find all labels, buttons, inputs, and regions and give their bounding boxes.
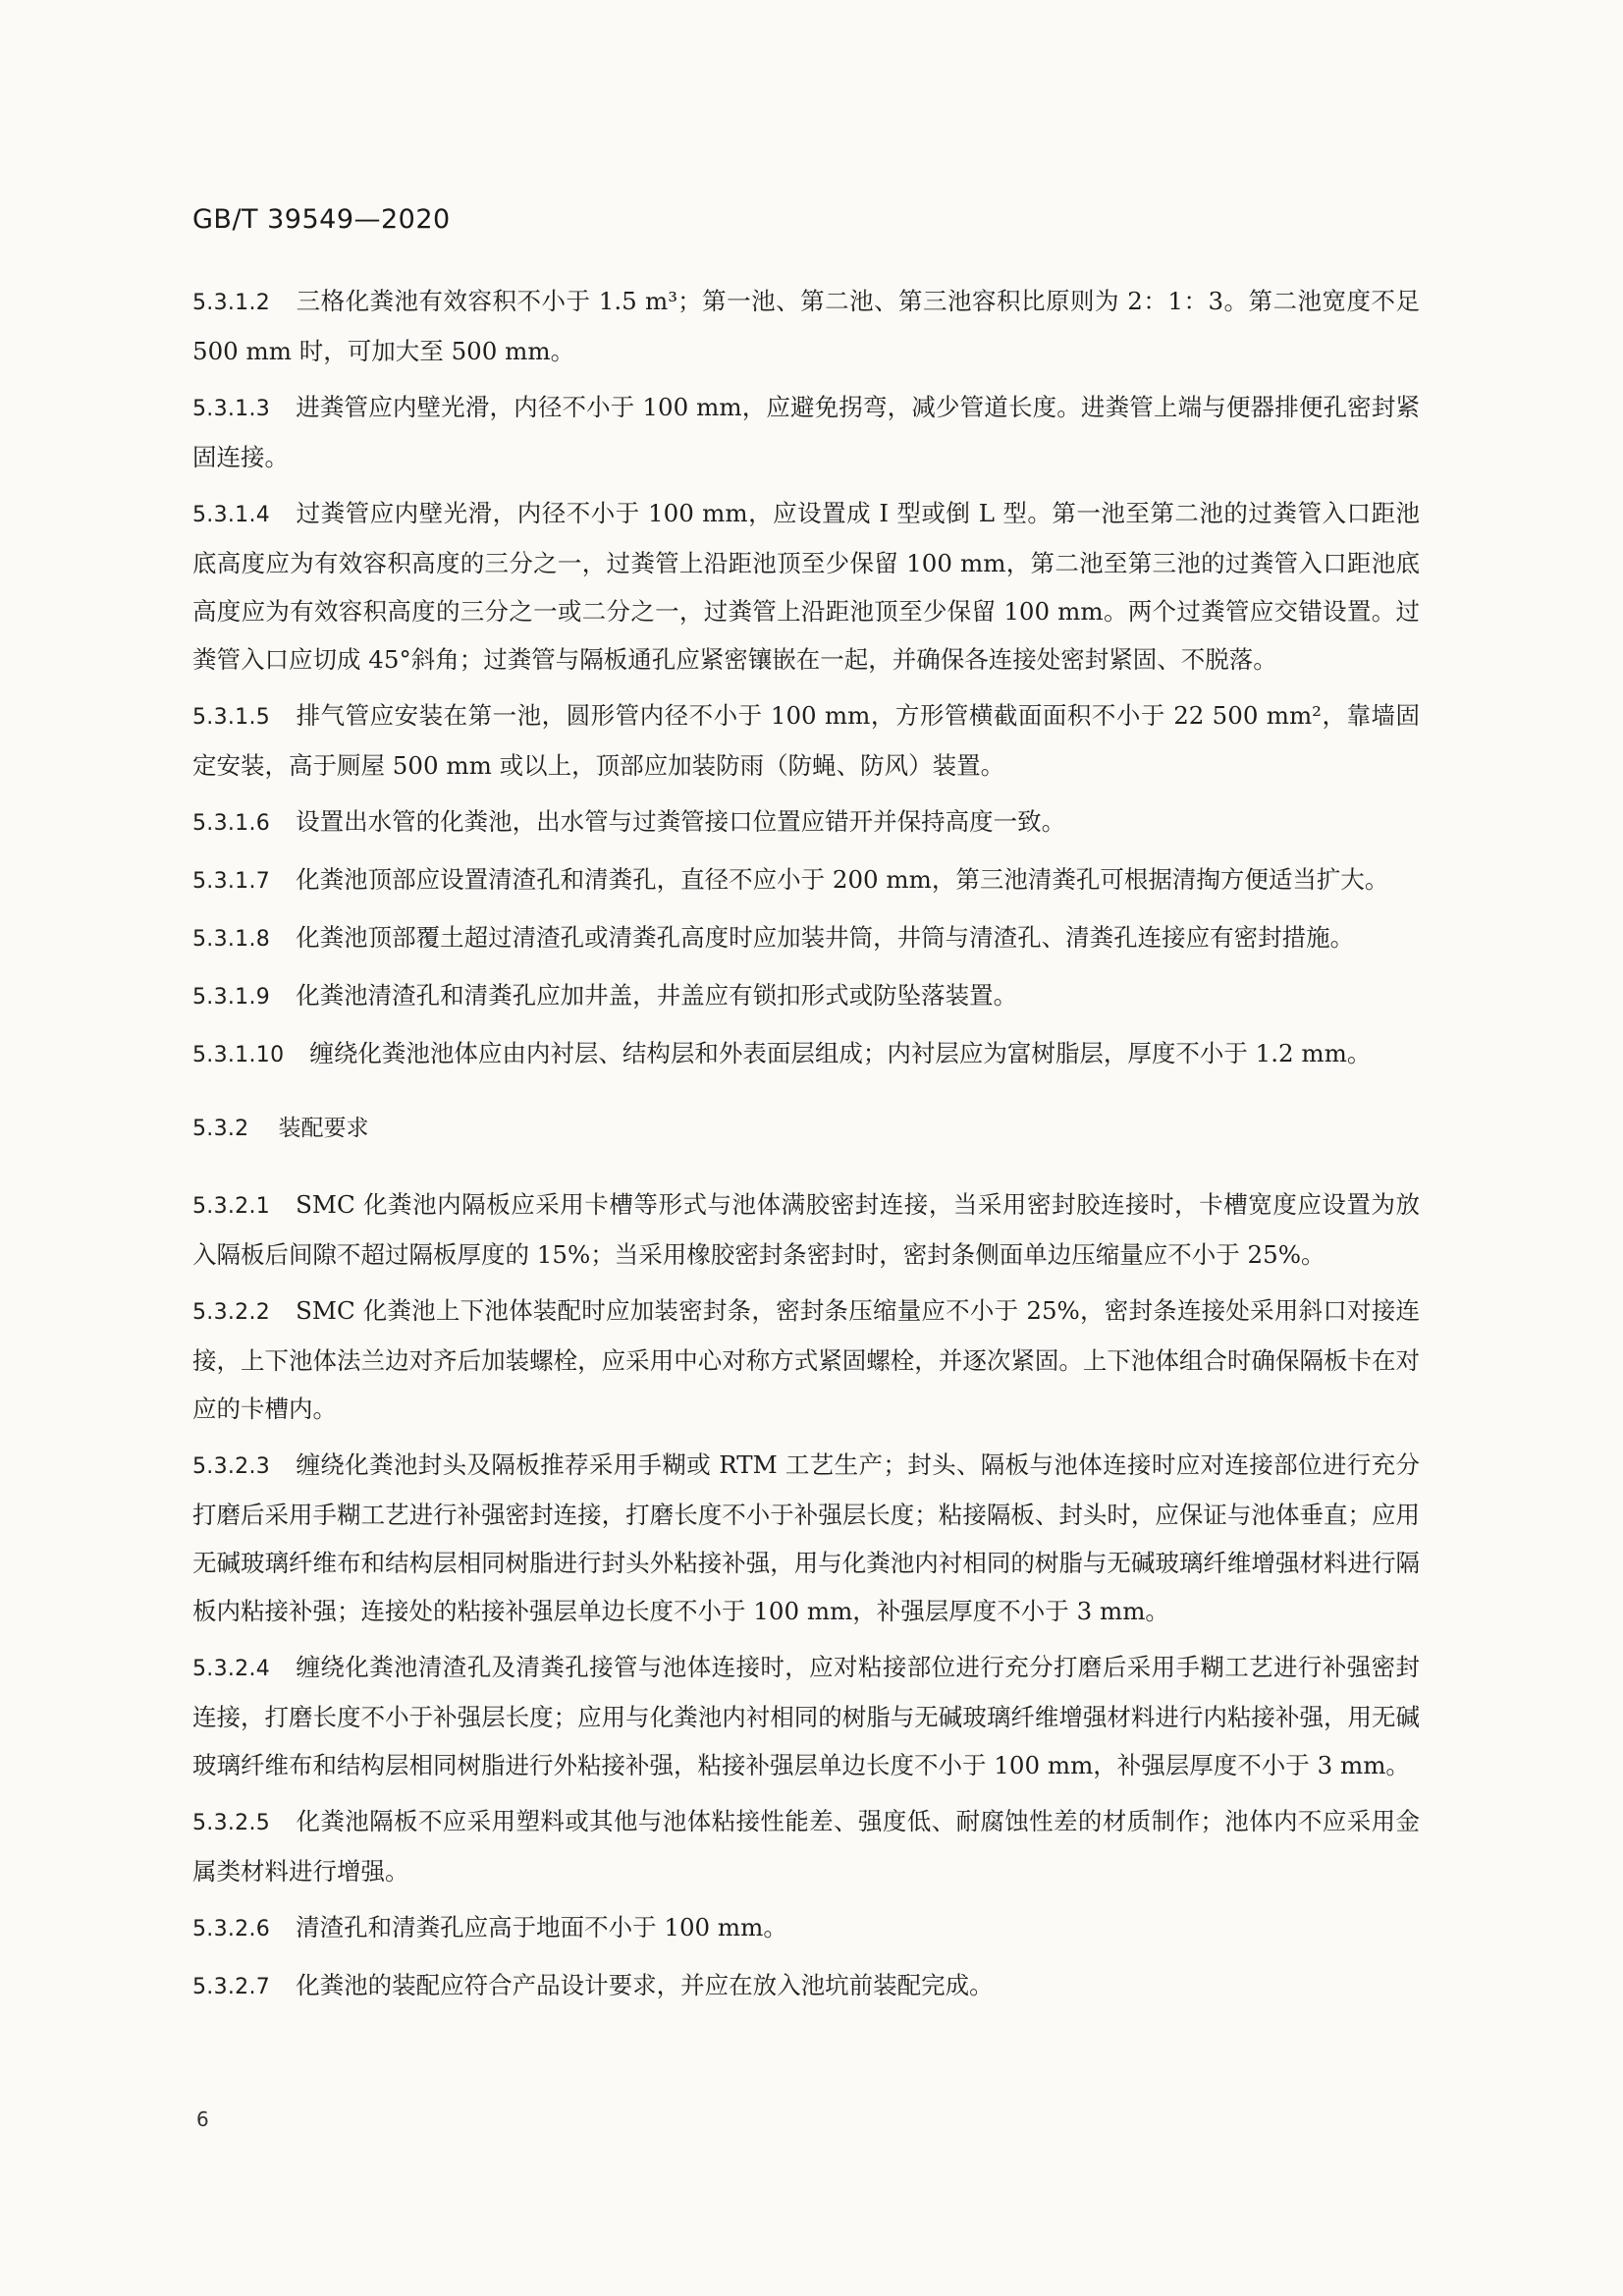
clause-number: 5.3.2.7 [192, 1975, 271, 1999]
clause-text: 化粪池隔板不应采用塑料或其他与池体粘接性能差、强度低、耐腐蚀性差的材质制作；池体内不应采用金属类材料进行增强。 [192, 1807, 1420, 1886]
section-heading-5-3-2 [192, 1109, 1420, 1149]
heading-title: 装配要求 [278, 1116, 369, 1141]
clause [192, 1286, 1420, 1433]
clause-number: 5.3.2.2 [192, 1300, 271, 1325]
clause-number: 5.3.1.8 [192, 927, 271, 952]
clause-text: 化粪池的装配应符合产品设计要求，并应在放入池坑前装配完成。 [296, 1971, 994, 1999]
clause-text: 过粪管应内壁光滑，内径不小于 100 mm，应设置成 I 型或倒 L 型。第一池至第二池的过粪管入口距池底高度应为有效容积高度的三分之一，过粪管上沿距池顶至少保留 100 mm，第二池至第三池的过粪管入口距池底高度应为有效容积高度的三分之一或二分之一，过粪管上沿距池顶至少保留 100 mm。两个过粪管应交错设置。过粪管入口应切成 45°斜角；过粪管与隔板通孔应紧密镶嵌在一起，并确保各连接处密封紧固、不脱落。 [192, 499, 1420, 674]
clause [192, 277, 1420, 375]
document-body [192, 277, 1420, 2019]
clause-number: 5.3.2.6 [192, 1917, 271, 1941]
clause [192, 383, 1420, 481]
clause-text: 化粪池顶部应设置清渣孔和清粪孔，直径不应小于 200 mm，第三池清粪孔可根据清掏方便适当扩大。 [296, 865, 1389, 894]
clause-number: 5.3.2.3 [192, 1454, 271, 1479]
clause-text: SMC 化粪池内隔板应采用卡槽等形式与池体满胶密封连接，当采用密封胶连接时，卡槽宽度应设置为放入隔板后间隙不超过隔板厚度的 15%；当采用橡胶密封条密封时，密封条侧面单边压缩量应不小于 25%。 [192, 1190, 1420, 1269]
clause-number: 5.3.2.5 [192, 1811, 271, 1835]
clause [192, 1903, 1420, 1953]
clause [192, 797, 1420, 847]
clause [192, 1029, 1420, 1079]
clause-number: 5.3.1.9 [192, 985, 271, 1010]
clause-number: 5.3.1.3 [192, 397, 271, 421]
heading-number: 5.3.2 [192, 1117, 249, 1141]
clause [192, 1961, 1420, 2011]
clause-number: 5.3.1.10 [192, 1043, 285, 1067]
clause [192, 913, 1420, 963]
section-5-3-1 [192, 277, 1420, 1079]
page-number: 6 [196, 2107, 209, 2131]
clause [192, 1441, 1420, 1635]
clause-text: 缠绕化粪池池体应由内衬层、结构层和外表面层组成；内衬层应为富树脂层，厚度不小于 1.2 mm。 [309, 1039, 1372, 1067]
clause-text: 缠绕化粪池清渣孔及清粪孔接管与池体连接时，应对粘接部位进行充分打磨后采用手糊工艺进行补强密封连接，打磨长度不小于补强层长度；应用与化粪池内衬相同的树脂与无碱玻璃纤维增强材料进行内粘接补强，用无碱玻璃纤维布和结构层相同树脂进行外粘接补强，粘接补强层单边长度不小于 100 mm，补强层厚度不小于 3 mm。 [192, 1653, 1420, 1779]
section-5-3-2 [192, 1180, 1420, 2011]
clause-text: 化粪池顶部覆土超过清渣孔或清粪孔高度时应加装井筒，井筒与清渣孔、清粪孔连接应有密封措施。 [296, 923, 1355, 952]
clause [192, 1797, 1420, 1895]
clause [192, 971, 1420, 1021]
clause [192, 489, 1420, 683]
clause-number: 5.3.2.1 [192, 1194, 271, 1219]
clause-text: SMC 化粪池上下池体装配时应加装密封条，密封条压缩量应不小于 25%，密封条连接处采用斜口对接连接，上下池体法兰边对齐后加装螺栓，应采用中心对称方式紧固螺栓，并逐次紧固。上下池体组合时确保隔板卡在对应的卡槽内。 [192, 1296, 1420, 1423]
clause-number: 5.3.1.2 [192, 291, 271, 315]
clause [192, 691, 1420, 790]
clause-text: 设置出水管的化粪池，出水管与过粪管接口位置应错开并保持高度一致。 [296, 807, 1066, 836]
clause-number: 5.3.1.4 [192, 503, 271, 527]
clause-number: 5.3.1.6 [192, 811, 271, 836]
clause-text: 清渣孔和清粪孔应高于地面不小于 100 mm。 [296, 1913, 787, 1941]
clause [192, 1643, 1420, 1789]
clause-text: 进粪管应内壁光滑，内径不小于 100 mm，应避免拐弯，减少管道长度。进粪管上端与便器排便孔密封紧固连接。 [192, 393, 1420, 471]
clause-text: 缠绕化粪池封头及隔板推荐采用手糊或 RTM 工艺生产；封头、隔板与池体连接时应对连接部位进行充分打磨后采用手糊工艺进行补强密封连接，打磨长度不小于补强层长度；粘接隔板、封头时，应保证与池体垂直；应用无碱玻璃纤维布和结构层相同树脂进行封头外粘接补强，用与化粪池内衬相同的树脂与无碱玻璃纤维增强材料进行隔板内粘接补强；连接处的粘接补强层单边长度不小于 100 mm，补强层厚度不小于 3 mm。 [192, 1450, 1420, 1625]
clause-text: 三格化粪池有效容积不小于 1.5 m³；第一池、第二池、第三池容积比原则为 2：1：3。第二池宽度不足 500 mm 时，可加大至 500 mm。 [192, 287, 1420, 365]
clause-text: 排气管应安装在第一池，圆形管内径不小于 100 mm，方形管横截面面积不小于 22 500 mm²，靠墙固定安装，高于厕屋 500 mm 或以上，顶部应加装防雨（防蝇、防风）装置。 [192, 701, 1420, 780]
clause-number: 5.3.1.5 [192, 705, 271, 730]
clause [192, 1180, 1420, 1279]
standard-code: GB/T 39549—2020 [192, 204, 451, 235]
clause [192, 855, 1420, 905]
clause-number: 5.3.1.7 [192, 869, 271, 894]
clause-text: 化粪池清渣孔和清粪孔应加井盖，井盖应有锁扣形式或防坠落装置。 [296, 981, 1018, 1010]
clause-number: 5.3.2.4 [192, 1657, 271, 1681]
